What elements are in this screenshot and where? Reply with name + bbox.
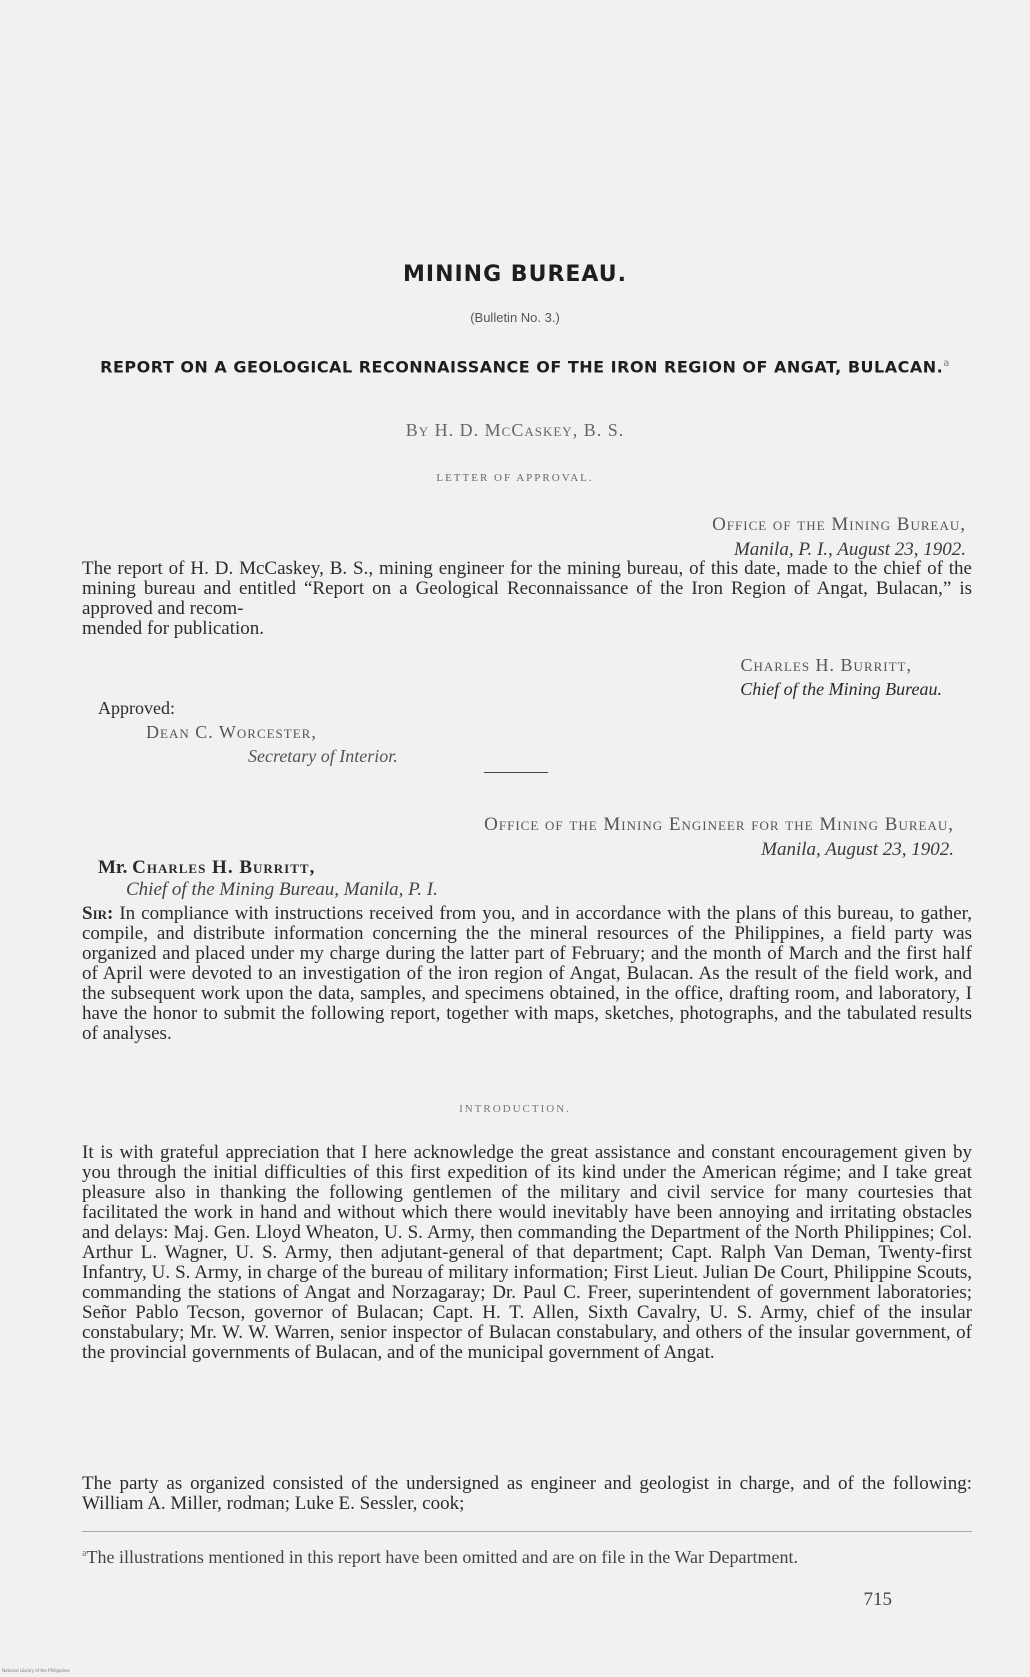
footnote-rule <box>82 1531 972 1532</box>
approval-heading: LETTER OF APPROVAL. <box>436 472 594 484</box>
letter-body <box>82 904 972 1044</box>
addressee-prefix: Mr. <box>98 857 128 878</box>
page-number: 715 <box>863 1589 892 1610</box>
approval-text <box>82 559 972 639</box>
report-title-text: REPORT ON A GEOLOGICAL RECONNAISSANCE OF THE IRON REGION OF ANGAT, BULACAN. <box>100 357 944 377</box>
signer-name: Charles H. Burritt, <box>740 655 912 675</box>
introduction-paragraph-2: The party as organized consisted of the undersigned as engineer and geologist in charge, and of the following: William A. Miller, rodman; Luke E. Sessler, cook; <box>82 1473 972 1514</box>
salutation: Sir: <box>82 903 114 924</box>
approval-text-body: The report of H. D. McCaskey, B. S., mining engineer for the mining bureau, of this date, made to the chief of the mining bureau and entitled “Report on a Geological Reconnaissance of the Iron Region of Angat, Bulacan,” is approved and recom- <box>82 558 972 619</box>
addressee <box>98 857 438 901</box>
introduction-heading: INTRODUCTION. <box>459 1103 571 1115</box>
footnote-text: The illustrations mentioned in this report have been omitted and are on file in the War Department. <box>86 1547 798 1567</box>
letter-office: Office of the Mining Engineer for the Mining Bureau, <box>484 814 954 835</box>
library-credit: National Library of the Philippines <box>2 1668 70 1673</box>
letter-body-text: In compliance with instructions received from you, and in accordance with the plans of this bureau, to gather, compile, and distribute information concerning the the mineral resources of the Philippines, a field party was organized and placed under my charge during the latter part of February; and the month of March and the first half of April were devoted to an investigation of the iron region of Angat, Bulacan. As the result of the field work, and the subsequent work upon the data, samples, and specimens obtained, in the office, drafting room, and laboratory, I have the honor to submit the following report, together with maps, sketches, photographs, and the tabulated results of analyses. <box>82 903 973 1044</box>
footnote <box>82 1544 972 1567</box>
section-divider <box>484 772 548 773</box>
letter-date: Manila, August 23, 1902. <box>761 839 954 860</box>
approval-text-tail: mended for publication. <box>82 618 265 639</box>
approved-block <box>98 696 398 768</box>
signer-role: Chief of the Mining Bureau. <box>740 679 942 699</box>
footnote-mark: a <box>943 358 950 369</box>
byline: By H. D. McCaskey, B. S. <box>405 420 625 440</box>
approved-label: Approved: <box>98 698 175 718</box>
page-title: MINING BUREAU. <box>403 262 627 287</box>
approver-role: Secretary of Interior. <box>248 746 398 766</box>
addressee-role: Chief of the Mining Bureau, Manila, P. I. <box>126 879 438 900</box>
addressee-name: Charles H. Burritt, <box>132 857 316 878</box>
letter-office-block <box>484 812 954 862</box>
approval-office-block <box>712 512 966 562</box>
approval-signature <box>740 653 942 701</box>
bulletin-number: (Bulletin No. 3.) <box>470 310 560 325</box>
approval-date: Manila, P. I., August 23, 1902. <box>733 539 966 560</box>
footnote-marker: a <box>82 1548 87 1559</box>
approver-name: Dean C. Worcester, <box>146 722 317 742</box>
report-title <box>80 353 970 378</box>
introduction-paragraph-1: It is with grateful appreciation that I here acknowledge the great assistance and constant encouragement given by you through the initial difficulties of this first expedition of its kind under the American régime; and I take great pleasure also in thanking the following gentlemen of the military and civil service for many courtesies that facilitated the work in hand and without which there would inevitably have been annoying and irritating obstacles and delays: Maj. Gen. Lloyd Wheaton, U. S. Army, then commanding the Department of the North Philippines; Col. Arthur L. Wagner, U. S. Army, then adjutant-general of that department; Capt. Ralph Van Deman, Twenty-first Infantry, U. S. Army, in charge of the bureau of military information; First Lieut. Julian De Court, Philippine Scouts, commanding the stations of Angat and Norzagaray; Dr. Paul C. Freer, superintendent of government laboratories; Señor Pablo Tecson, governor of Bulacan; Capt. H. T. Allen, Sixth Cavalry, U. S. Army, chief of the insular constabulary; Mr. W. W. Warren, senior inspector of Bulacan constabulary, and others of the insular government, of the provincial governments of Bulacan, and of the municipal government of Angat. <box>82 1142 972 1363</box>
approval-office: Office of the Mining Bureau, <box>712 514 966 535</box>
